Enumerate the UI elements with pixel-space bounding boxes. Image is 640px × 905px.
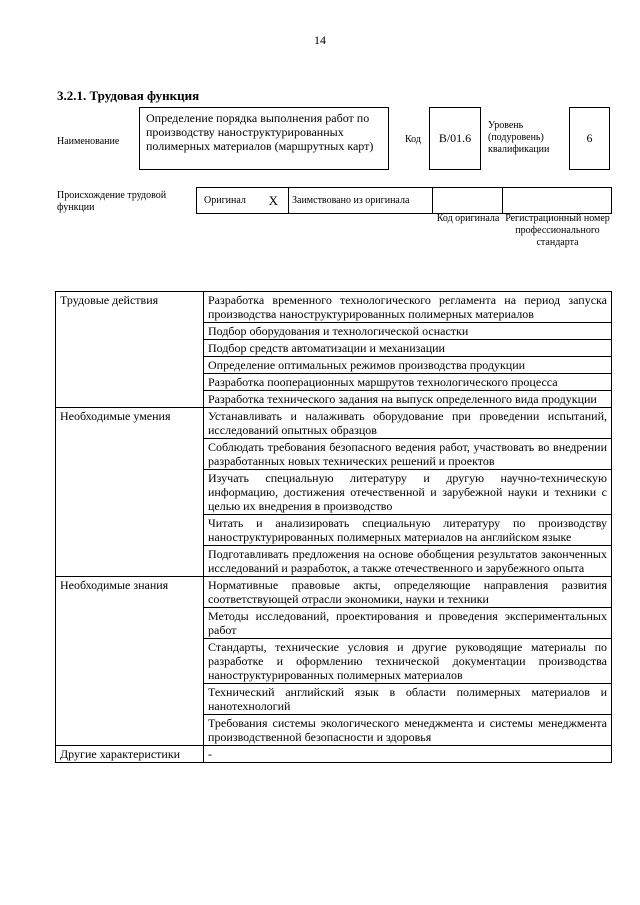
code-original-cell	[433, 187, 503, 214]
category-cell: Необходимые знания	[56, 577, 204, 746]
table-row	[56, 577, 612, 608]
reg-number-label: Регистрационный номер профессионального стандарта	[505, 213, 610, 248]
function-code: В/01.6	[438, 131, 472, 145]
original-label: Оригинал	[204, 195, 246, 206]
table-cell: Читать и анализировать специальную литературу по производству наноструктурированных полимерных материалов на английском языке	[204, 515, 612, 546]
level-box	[569, 107, 610, 170]
category-cell: Трудовые действия	[56, 292, 204, 408]
level-label: Уровень (подуровень) квалификации	[488, 120, 550, 155]
table-cell: Технический английский язык в области полимерных материалов и нанотехнологий	[204, 684, 612, 715]
table-cell: -	[204, 746, 612, 763]
function-code-box	[429, 107, 481, 170]
table-row	[56, 408, 612, 439]
category-cell: Другие характеристики	[56, 746, 204, 763]
table-cell: Разработка пооперационных маршрутов технологического процесса	[204, 374, 612, 391]
category-cell: Необходимые умения	[56, 408, 204, 577]
table-cell: Стандарты, технические условия и другие руководящие материалы по разработке и оформлению технической документации производства наноструктурированных полимерных материалов	[204, 639, 612, 684]
function-name-box	[139, 107, 389, 170]
original-mark: X	[268, 192, 278, 208]
code-original-label: Код оригинала	[436, 213, 500, 224]
table-row	[56, 292, 612, 323]
section-title: 3.2.1. Трудовая функция	[57, 88, 200, 103]
borrowed-label: Заимствовано из оригинала	[292, 195, 410, 206]
borrowed-cell	[289, 187, 433, 214]
table-cell: Разработка временного технологического регламента на период запуска производства наноструктурированных полимерных материалов	[204, 292, 612, 323]
level-value: 6	[586, 131, 593, 145]
table-row	[56, 746, 612, 763]
original-cell	[196, 187, 289, 214]
reg-number-cell	[503, 187, 612, 214]
table-cell: Подбор оборудования и технологической оснастки	[204, 323, 612, 340]
page-number: 14	[314, 33, 326, 47]
table-cell: Изучать специальную литературу и другую научно-техническую информацию, достижения отечественной и зарубежной науки и техники с целью их внедрения в производство	[204, 470, 612, 515]
table-cell: Разработка технического задания на выпуск определенного вида продукции	[204, 391, 612, 408]
table-cell: Устанавливать и налаживать оборудование при проведении испытаний, исследований опытных образцов	[204, 408, 612, 439]
table-cell: Соблюдать требования безопасного ведения работ, участвовать во внедрении разработанных новых технических решений и проектов	[204, 439, 612, 470]
table-cell: Подготавливать предложения на основе обобщения результатов законченных исследований и разработок, а также отечественного и зарубежного опыта	[204, 546, 612, 577]
table-cell: Методы исследований, проектирования и проведения экспериментальных работ	[204, 608, 612, 639]
code-label: Код	[405, 134, 421, 145]
origin-label: Происхождение трудовой функции	[57, 190, 167, 213]
function-name: Определение порядка выполнения работ по производству наноструктурированных полимерных материалов (маршрутных карт)	[146, 111, 374, 153]
table-cell: Подбор средств автоматизации и механизации	[204, 340, 612, 357]
origin-row	[196, 187, 612, 214]
table-cell: Определение оптимальных режимов производства продукции	[204, 357, 612, 374]
function-table	[55, 291, 612, 763]
table-cell: Требования системы экологического менеджмента и системы менеджмента производственной безопасности и здоровья	[204, 715, 612, 746]
name-label: Наименование	[57, 136, 120, 147]
table-cell: Нормативные правовые акты, определяющие направления развития соответствующей отрасли экономики, науки и техники	[204, 577, 612, 608]
